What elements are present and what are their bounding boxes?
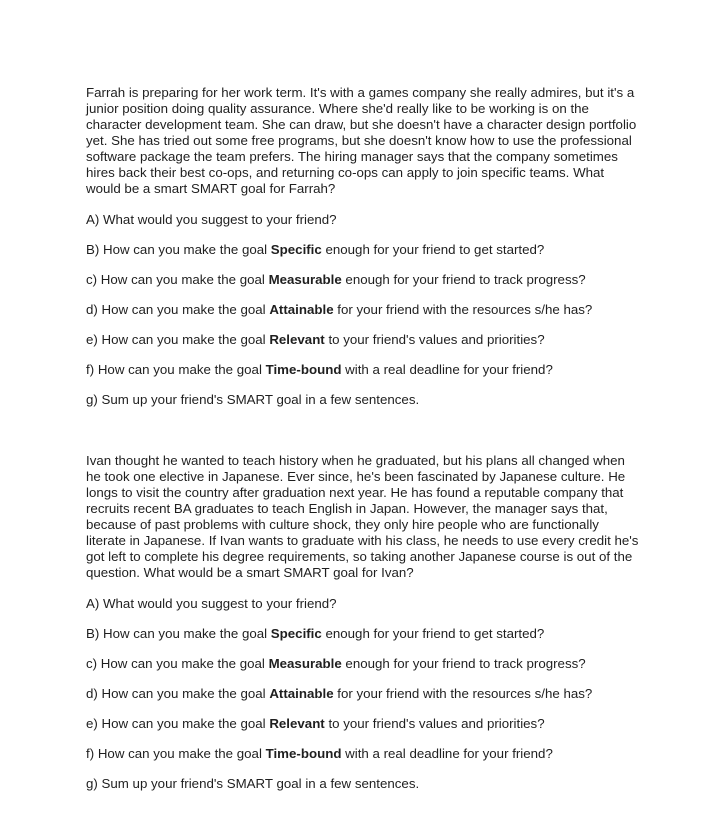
question-list <box>86 596 642 792</box>
keyword-measurable: Measurable <box>268 656 342 671</box>
scenario-ivan <box>86 453 642 792</box>
question-a: A) What would you suggest to your friend? <box>86 212 337 227</box>
keyword-time-bound: Time-bound <box>265 362 342 377</box>
question-c: c) How can you make the goal Measurable enough for your friend to track progress? <box>86 656 586 671</box>
question-g: g) Sum up your friend's SMART goal in a few sentences. <box>86 776 420 791</box>
keyword-specific: Specific <box>270 626 322 641</box>
question-b: B) How can you make the goal Specific enough for your friend to get started? <box>86 242 545 257</box>
question-c: c) How can you make the goal Measurable enough for your friend to track progress? <box>86 272 586 287</box>
question-e: e) How can you make the goal Relevant to your friend's values and priorities? <box>86 716 545 731</box>
document-page <box>86 85 642 792</box>
keyword-attainable: Attainable <box>269 686 334 701</box>
question-a: A) What would you suggest to your friend? <box>86 596 337 611</box>
scenario-farrah <box>86 85 642 408</box>
keyword-specific: Specific <box>270 242 322 257</box>
question-d: d) How can you make the goal Attainable for your friend with the resources s/he has? <box>86 302 593 317</box>
question-list <box>86 212 642 408</box>
question-g: g) Sum up your friend's SMART goal in a few sentences. <box>86 392 420 407</box>
keyword-measurable: Measurable <box>268 272 342 287</box>
question-b: B) How can you make the goal Specific enough for your friend to get started? <box>86 626 545 641</box>
question-d: d) How can you make the goal Attainable for your friend with the resources s/he has? <box>86 686 593 701</box>
question-e: e) How can you make the goal Relevant to your friend's values and priorities? <box>86 332 545 347</box>
question-f: f) How can you make the goal Time-bound with a real deadline for your friend? <box>86 362 553 377</box>
keyword-relevant: Relevant <box>269 332 325 347</box>
scenario-paragraph: Ivan thought he wanted to teach history when he graduated, but his plans all changed when he took one elective in Japanese. Ever since, he's been fascinated by Japanese culture. He longs to visit the country after graduation next year. He has found a reputable company that recruits recent BA graduates to teach English in Japan. However, the manager says that, because of past problems with culture shock, they only hire people who are functionally literate in Japanese. If Ivan wants to graduate with his class, he needs to use every credit he's got left to complete his degree requirements, so taking another Japanese course is out of the question. What would be a smart SMART goal for Ivan? <box>86 453 639 580</box>
question-f: f) How can you make the goal Time-bound with a real deadline for your friend? <box>86 746 553 761</box>
keyword-relevant: Relevant <box>269 716 325 731</box>
section-spacer <box>86 408 642 453</box>
keyword-attainable: Attainable <box>269 302 334 317</box>
keyword-time-bound: Time-bound <box>265 746 342 761</box>
scenario-paragraph: Farrah is preparing for her work term. It's with a games company she really admires, but it's a junior position doing quality assurance. Where she'd really like to be working is on the character development team. She can draw, but she doesn't have a character design portfolio yet. She has tried out some free programs, but she doesn't know how to use the professional software package the team prefers. The hiring manager says that the company sometimes hires back their best co-ops, and returning co-ops can apply to join specific teams. What would be a smart SMART goal for Farrah? <box>86 85 637 196</box>
